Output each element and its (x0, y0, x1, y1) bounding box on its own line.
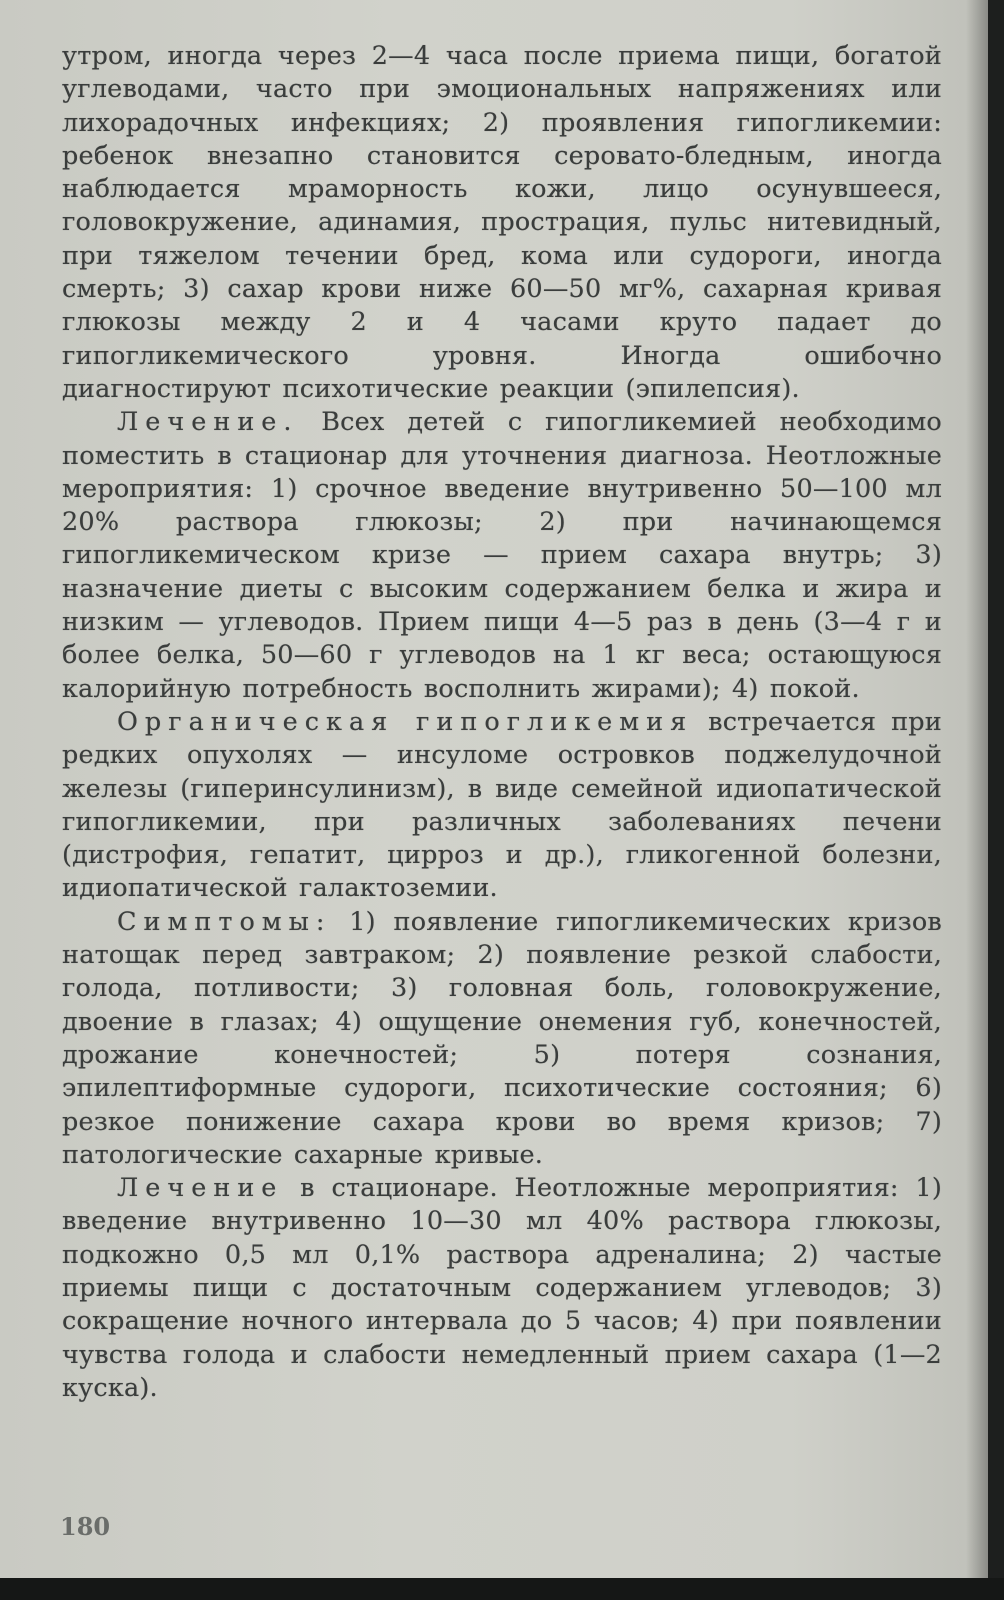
paragraph-treatment (62, 406, 942, 706)
scan-border-right (988, 0, 1004, 1600)
paragraph-lead: Лечение (117, 1173, 284, 1204)
paragraph-organic-hypoglycemia (62, 706, 942, 906)
paragraph-body: в стационаре. Неотложные мероприятия: 1) введение внутривенно 10—30 мл 40% раствора глюкозы, подкожно 0,5 мл 0,1% раствора адреналина; 2) частые приемы пищи с достаточным содержанием углеводов; 3) сокращение ночного интервала до 5 часов; 4) при появлении чувства голода и слабости немедленный прием сахара (1—2 куска). (62, 1173, 942, 1403)
page-number: 180 (60, 1512, 111, 1541)
paragraph-lead: Лечение. (117, 407, 299, 438)
paragraph-symptoms (62, 906, 942, 1172)
paragraph-continuation (62, 40, 942, 406)
paragraph-body: утром, иногда через 2—4 часа после приема пищи, богатой углеводами, часто при эмоциональных напряжениях или лихорадочных инфекциях; 2) проявления гипогликемии: ребенок внезапно становится серовато-бледным, иногда наблюдается мраморность кожи, лицо осунувшееся, головокружение, адинамия, прострация, пульс нитевидный, при тяжелом течении бред, кома или судороги, иногда смерть; 3) сахар крови ниже 60—50 мг%, сахарная кривая глюкозы между 2 и 4 часами круто падает до гипогликемического уровня. Иногда ошибочно диагностируют психотические реакции (эпилепсия). (62, 41, 942, 404)
page-edge-shadow (966, 0, 988, 1578)
paragraph-body: Всех детей с гипогликемией необходимо поместить в стационар для уточнения диагноза. Неотложные мероприятия: 1) срочное введение внутривенно 50—100 мл 20% раствора глюкозы; 2) при начинающемся гипогликемическом кризе — прием сахара внутрь; 3) назначение диеты с высоким содержанием белка и жира и низким — углеводов. Прием пищи 4—5 раз в день (3—4 г и более белка, 50—60 г углеводов на 1 кг веса; остающуюся калорийную потребность восполнить жирами); 4) покой. (62, 407, 942, 704)
paragraph-body: 1) появление гипогликемических кризов натощак перед завтраком; 2) появление резкой слабости, голода, потливости; 3) головная боль, головокружение, двоение в глазах; 4) ощущение онемения губ, конечностей, дрожание конечностей; 5) потеря сознания, эпилептиформные судороги, психотические состояния; 6) резкое понижение сахара крови во время кризов; 7) патологические сахарные кривые. (62, 906, 942, 1170)
paragraph-inpatient-treatment (62, 1172, 942, 1405)
scan-border-bottom (0, 1578, 1004, 1600)
paragraph-body: встречается при редких опухолях — инсуломе островков поджелудочной железы (гиперинсулинизм), в виде семейной идиопатической гипогликемии, при различных заболеваниях печени (дистрофия, гепатит, цирроз и др.), гликогенной болезни, идиопатической галактоземии. (62, 706, 942, 904)
paragraph-lead: Симптомы: (117, 906, 332, 937)
paragraph-lead: Органическая гипогликемия (117, 706, 694, 737)
page-text (62, 40, 942, 1405)
